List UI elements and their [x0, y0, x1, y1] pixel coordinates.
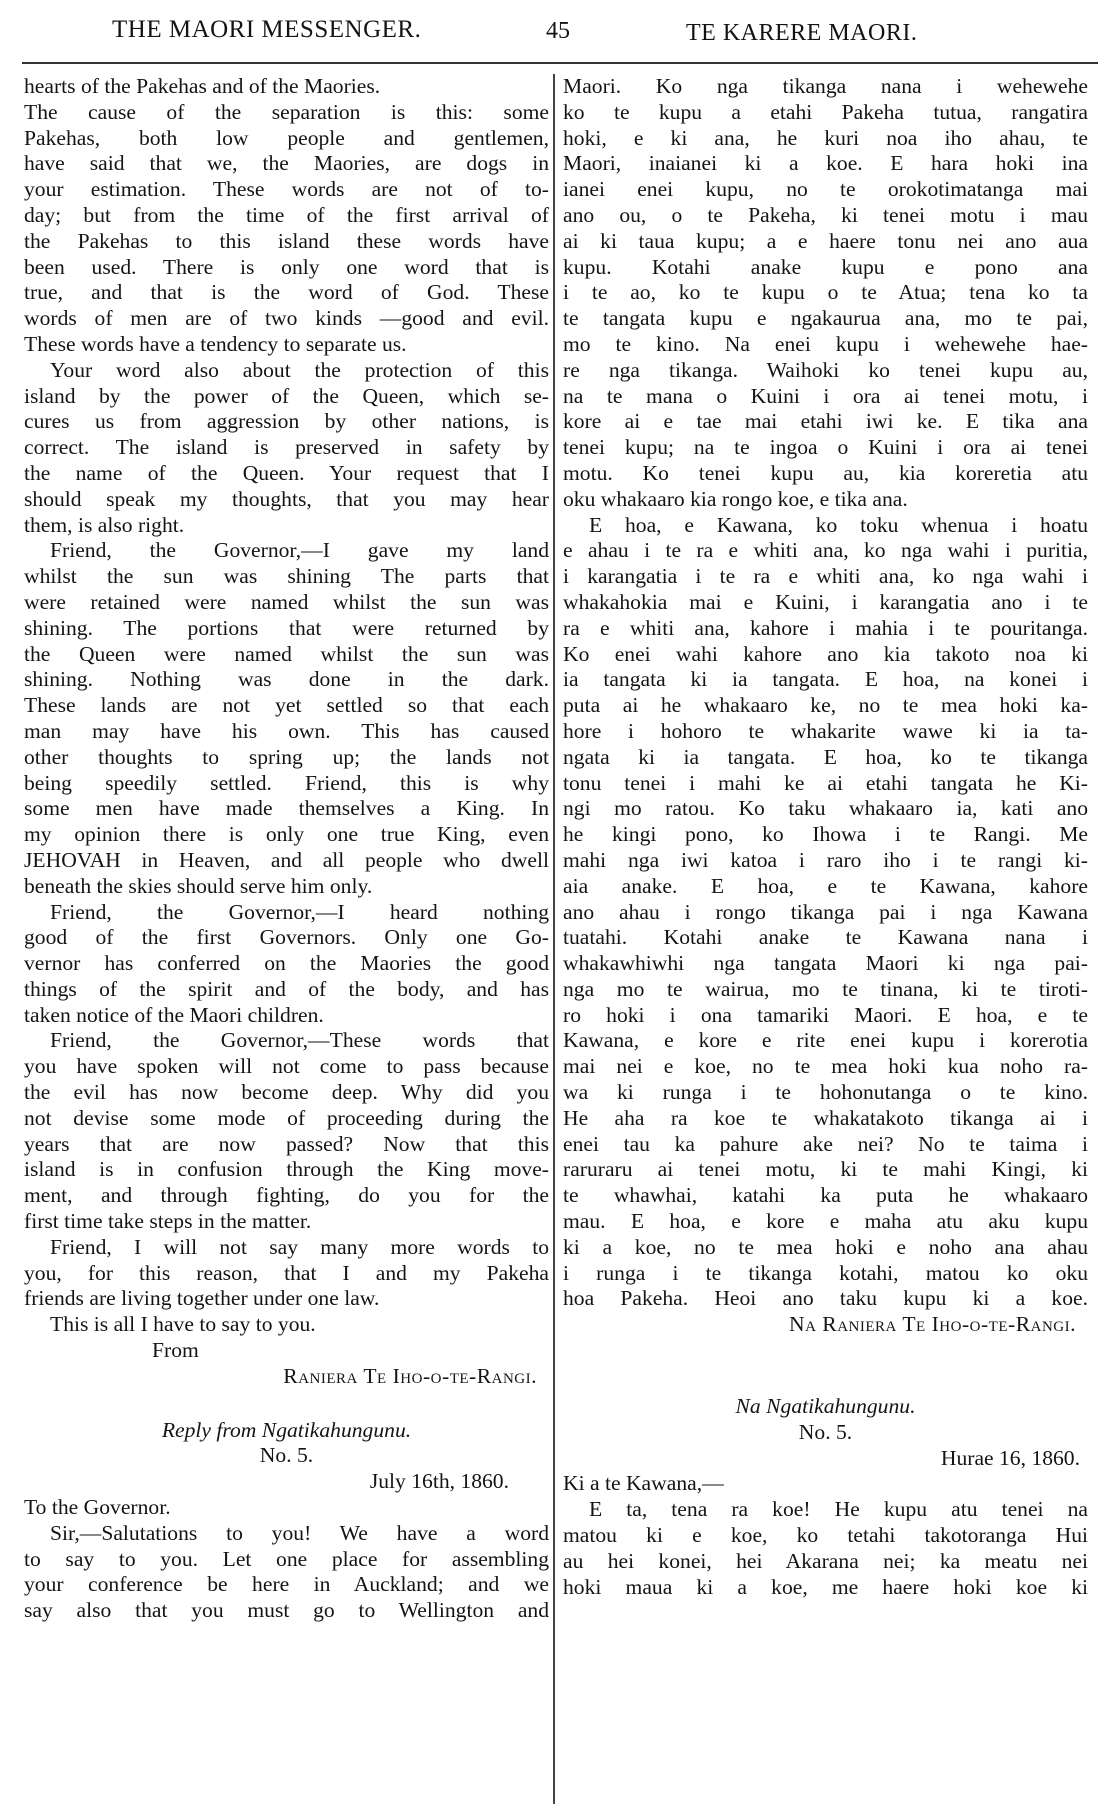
english-text-line: them, is also right.: [24, 512, 185, 537]
english-text-line: Pakehas, both low people and gentlemen,: [24, 125, 549, 150]
maori-text-line: enei tau ka pahure ake nei? No te taima i: [563, 1131, 1088, 1156]
english-text-line: cures us from aggression by other nations, is: [24, 409, 549, 434]
english-text-line: man may have his own. This has caused: [24, 718, 549, 743]
english-text-line: This is all I have to say to you.: [50, 1312, 316, 1337]
english-text-line: words of men are of two kinds —good and evil.: [24, 306, 549, 331]
english-text-line: being speedily settled. Friend, this is why: [24, 770, 549, 795]
english-text-line: hearts of the Pakehas and of the Maories.: [24, 74, 381, 98]
english-text-line: Friend, the Governor,—These words that: [50, 1028, 549, 1053]
maori-text-line: ki a koe, no te mea hoki e noho ana ahau: [563, 1234, 1088, 1259]
english-text-line: not devise some mode of proceeding during the: [24, 1105, 549, 1130]
english-text-line: the name of the Queen. Your request that I: [24, 460, 549, 485]
english-text-line: Friend, the Governor,—I gave my land: [50, 538, 549, 563]
maori-text-line: he kingi pono, ko Ihowa i te Rangi. Me: [563, 822, 1088, 847]
english-text-line: vernor has conferred on the Maories the good: [24, 951, 549, 976]
maori-text-line: ngi mo ratou. Ko taku whakaaro ia, kati ano: [563, 796, 1088, 821]
maori-text-line: nga mo te wairua, mo te tinana, ki te tiroti-: [563, 976, 1088, 1001]
maori-text-line: mo te kino. Na enei kupu i wehewehe hae-: [563, 331, 1088, 356]
maori-text-line: whakawhiwhi nga tangata Maori ki nga pai-: [563, 951, 1088, 976]
english-text-line: the evil has now become deep. Why did you: [24, 1080, 549, 1105]
english-text-line: Raniera Te Iho-o-te-Rangi.: [283, 1363, 537, 1388]
maori-text-line: re nga tikanga. Waihoki ko tenei kupu au,: [563, 357, 1088, 382]
maori-text-line: mau. E hoa, e kore e maha atu aku kupu: [563, 1209, 1088, 1234]
english-text-line: should speak my thoughts, that you may hear: [24, 486, 549, 511]
maori-text-line: ko te kupu a etahi Pakeha tutua, rangatira: [563, 99, 1088, 124]
english-text-line: some men have made themselves a King. In: [24, 796, 549, 821]
maori-masthead: TE KARERE MAORI.: [686, 20, 918, 46]
maori-text-line: E hoa, e Kawana, ko toku whenua i hoatu: [589, 512, 1088, 537]
maori-text-line: i karangatia i te ra e whiti ana, ko nga wahi i: [563, 564, 1088, 589]
english-text-line: good of the first Governors. Only one Go-: [24, 925, 549, 950]
english-masthead: THE MAORI MESSENGER.: [112, 16, 422, 43]
english-text-line: These lands are not yet settled so that each: [24, 693, 549, 718]
english-text-line: ment, and through fighting, do you for the: [24, 1183, 549, 1208]
maori-text-line: Ko enei wahi kahore ano kia takoto noa ki: [563, 641, 1088, 666]
maori-text-line: aia anake. E hoa, e te Kawana, kahore: [563, 873, 1088, 898]
maori-text-line: He aha ra koe te whakatakoto tikanga ai i: [563, 1105, 1088, 1130]
maori-text-line: oku whakaaro kia rongo koe, e tika ana.: [563, 486, 908, 511]
maori-text-line: Ki a te Kawana,—: [563, 1471, 724, 1496]
english-text-line: the Pakehas to this island these words have: [24, 228, 549, 253]
maori-text-line: motu. Ko tenei kupu au, kia koreretia atu: [563, 460, 1088, 485]
maori-text-line: i runga i te tikanga kotahi, matou ko oku: [563, 1260, 1088, 1285]
maori-text-line: tenei kupu; na te ingoa o Kuini i ora ai tenei: [563, 435, 1088, 460]
english-text-line: your conference be here in Auckland; and we: [24, 1572, 549, 1597]
maori-text-line: tonu tenei i mahi ke ai etahi tangata he Ki-: [563, 770, 1088, 795]
english-text-line: been used. There is only one word that is: [24, 254, 549, 279]
maori-text-line: e ahau i te ra e whiti ana, ko nga wahi i puritia,: [563, 538, 1088, 563]
maori-text-line: mahi nga iwi katoa i raro iho i te rangi ki-: [563, 847, 1088, 872]
english-text-line: Reply from Ngatikahungunu.: [161, 1417, 412, 1442]
maori-text-line: wa ki runga i te hohonutanga o te kino.: [563, 1080, 1088, 1105]
maori-text-line: ia tangata ki ia tangata. E hoa, na konei i: [563, 667, 1088, 692]
english-text-line: These words have a tendency to separate us.: [24, 331, 407, 356]
english-text-line: beneath the skies should serve him only.: [24, 873, 373, 898]
maori-text-line: matou ki e koe, ko tetahi takotoranga Hui: [563, 1523, 1088, 1548]
maori-text-line: ra e whiti ana, kahore i mahia i te pouritanga.: [563, 615, 1088, 640]
maori-text-line: ano ahau i rongo tikanga pai i nga Kawana: [563, 899, 1088, 924]
header-rule: [22, 62, 1098, 64]
maori-text-line: No. 5.: [798, 1419, 853, 1444]
english-text-line: Friend, the Governor,—I heard nothing: [50, 899, 549, 924]
maori-text-line: Maori, inaianei ki a koe. E hara hoki ina: [563, 151, 1088, 176]
english-text-line: taken notice of the Maori children.: [24, 1002, 324, 1027]
maori-spacer: [563, 1366, 1088, 1394]
english-text-line: the Queen were named whilst the sun was: [24, 641, 549, 666]
english-text-line: Your word also about the protection of this: [50, 357, 549, 382]
english-text-line: say also that you must go to Wellington and: [24, 1598, 549, 1623]
maori-text-line: te whawhai, katahi ka puta he whakaaro: [563, 1183, 1088, 1208]
english-text-line: shining. The portions that were returned by: [24, 615, 549, 640]
english-text-line: island is in confusion through the King move-: [24, 1157, 549, 1182]
english-spacer: [24, 1390, 549, 1418]
maori-text-line: hoki, e ki ana, he kuri noa iho ahau, te: [563, 125, 1088, 150]
english-text-line: Sir,—Salutations to you! We have a word: [50, 1520, 549, 1545]
english-column: [24, 74, 549, 1624]
maori-text-line: kore ai e tae mai etahi iwi ke. E tika ana: [563, 409, 1088, 434]
english-text-line: From: [152, 1338, 199, 1363]
english-text-line: my opinion there is only one true King, even: [24, 822, 549, 847]
maori-text-line: raruraru ai tenei motu, ki te mahi Kingi, ki: [563, 1157, 1088, 1182]
maori-text-line: te tangata kupu e ngakaurua ana, mo te pai,: [563, 306, 1088, 331]
maori-text-line: ngata ki ia tangata. E hoa, ko te tikanga: [563, 744, 1088, 769]
maori-text-line: tuatahi. Kotahi anake te Kawana nana i: [563, 925, 1088, 950]
maori-text-line: hoa Pakeha. Heoi ano taku kupu ki a koe.: [563, 1286, 1088, 1311]
english-text-line: you have spoken will not come to pass because: [24, 1054, 549, 1079]
maori-text-line: Kawana, e kore e rite enei kupu i korerotia: [563, 1028, 1088, 1053]
english-text-line: have said that we, the Maories, are dogs in: [24, 151, 549, 176]
english-text-line: shining. Nothing was done in the dark.: [24, 667, 549, 692]
maori-text-line: kupu. Kotahi anake kupu e pono ana: [563, 254, 1088, 279]
maori-text-line: E ta, tena ra koe! He kupu atu tenei na: [589, 1497, 1088, 1522]
maori-text-line: i te ao, ko te kupu o te Atua; tena ko ta: [563, 280, 1088, 305]
maori-text-line: au hei konei, hei Akarana nei; ka meatu nei: [563, 1548, 1088, 1573]
maori-text-line: Hurae 16, 1860.: [940, 1445, 1080, 1470]
english-text-line: your estimation. These words are not of to-: [24, 177, 549, 202]
maori-text-line: na te mana o Kuini i ora ai tenei motu, i: [563, 383, 1088, 408]
maori-text-line: Na Ngatikahungunu.: [735, 1394, 916, 1419]
english-text-line: island by the power of the Queen, which se-: [24, 383, 549, 408]
maori-text-line: puta ai he whakaaro ke, no te mea hoki ka-: [563, 693, 1088, 718]
page-header: [0, 10, 1114, 50]
maori-text-line: ai ki taua kupu; a e haere tonu nei ano aua: [563, 228, 1088, 253]
english-text-line: you, for this reason, that I and my Pakeha: [24, 1260, 549, 1285]
english-text-line: To the Governor.: [24, 1495, 171, 1520]
english-text-line: other thoughts to spring up; the lands not: [24, 744, 549, 769]
maori-text-line: hoki maua ki a koe, me haere hoki koe ki: [563, 1574, 1088, 1599]
english-text-line: true, and that is the word of God. These: [24, 280, 549, 305]
english-text-line: day; but from the time of the first arrival of: [24, 202, 549, 227]
english-text-line: The cause of the separation is this: some: [24, 99, 549, 124]
maori-text-line: mai nei e koe, no te mea hoki kua noho ra-: [563, 1054, 1088, 1079]
page-number: 45: [546, 18, 570, 44]
english-text-line: things of the spirit and of the body, and has: [24, 976, 549, 1001]
maori-text-line: ro hoki i ona tamariki Maori. E hoa, e te: [563, 1002, 1088, 1027]
maori-spacer: [563, 1338, 1088, 1366]
maori-text-line: Na Raniera Te Iho-o-te-Rangi.: [788, 1312, 1076, 1337]
english-text-line: July 16th, 1860.: [369, 1469, 509, 1494]
maori-text-line: ianei enei kupu, no te orokotimatanga mai: [563, 177, 1088, 202]
english-text-line: friends are living together under one law.: [24, 1286, 380, 1311]
english-text-line: No. 5.: [259, 1443, 314, 1468]
english-text-line: Friend, I will not say many more words to: [50, 1234, 549, 1259]
english-text-line: whilst the sun was shining The parts that: [24, 564, 549, 589]
maori-text-line: hore i hohoro te whakarite wawe ki ia ta-: [563, 718, 1088, 743]
english-text-line: years that are now passed? Now that this: [24, 1131, 549, 1156]
maori-text-line: whakahokia mai e Kuini, i karangatia ano i te: [563, 589, 1088, 614]
english-text-line: JEHOVAH in Heaven, and all people who dwell: [24, 847, 549, 872]
maori-text-line: Maori. Ko nga tikanga nana i wehewehe: [563, 74, 1088, 98]
english-text-line: correct. The island is preserved in safety by: [24, 435, 549, 460]
english-text-line: first time take steps in the matter.: [24, 1209, 312, 1234]
english-text-line: were retained were named whilst the sun was: [24, 589, 549, 614]
maori-column: [563, 74, 1088, 1600]
maori-text-line: ano ou, o te Pakeha, ki tenei motu i mau: [563, 202, 1088, 227]
english-text-line: to say to you. Let one place for assembling: [24, 1546, 549, 1571]
column-divider: [553, 74, 555, 1804]
